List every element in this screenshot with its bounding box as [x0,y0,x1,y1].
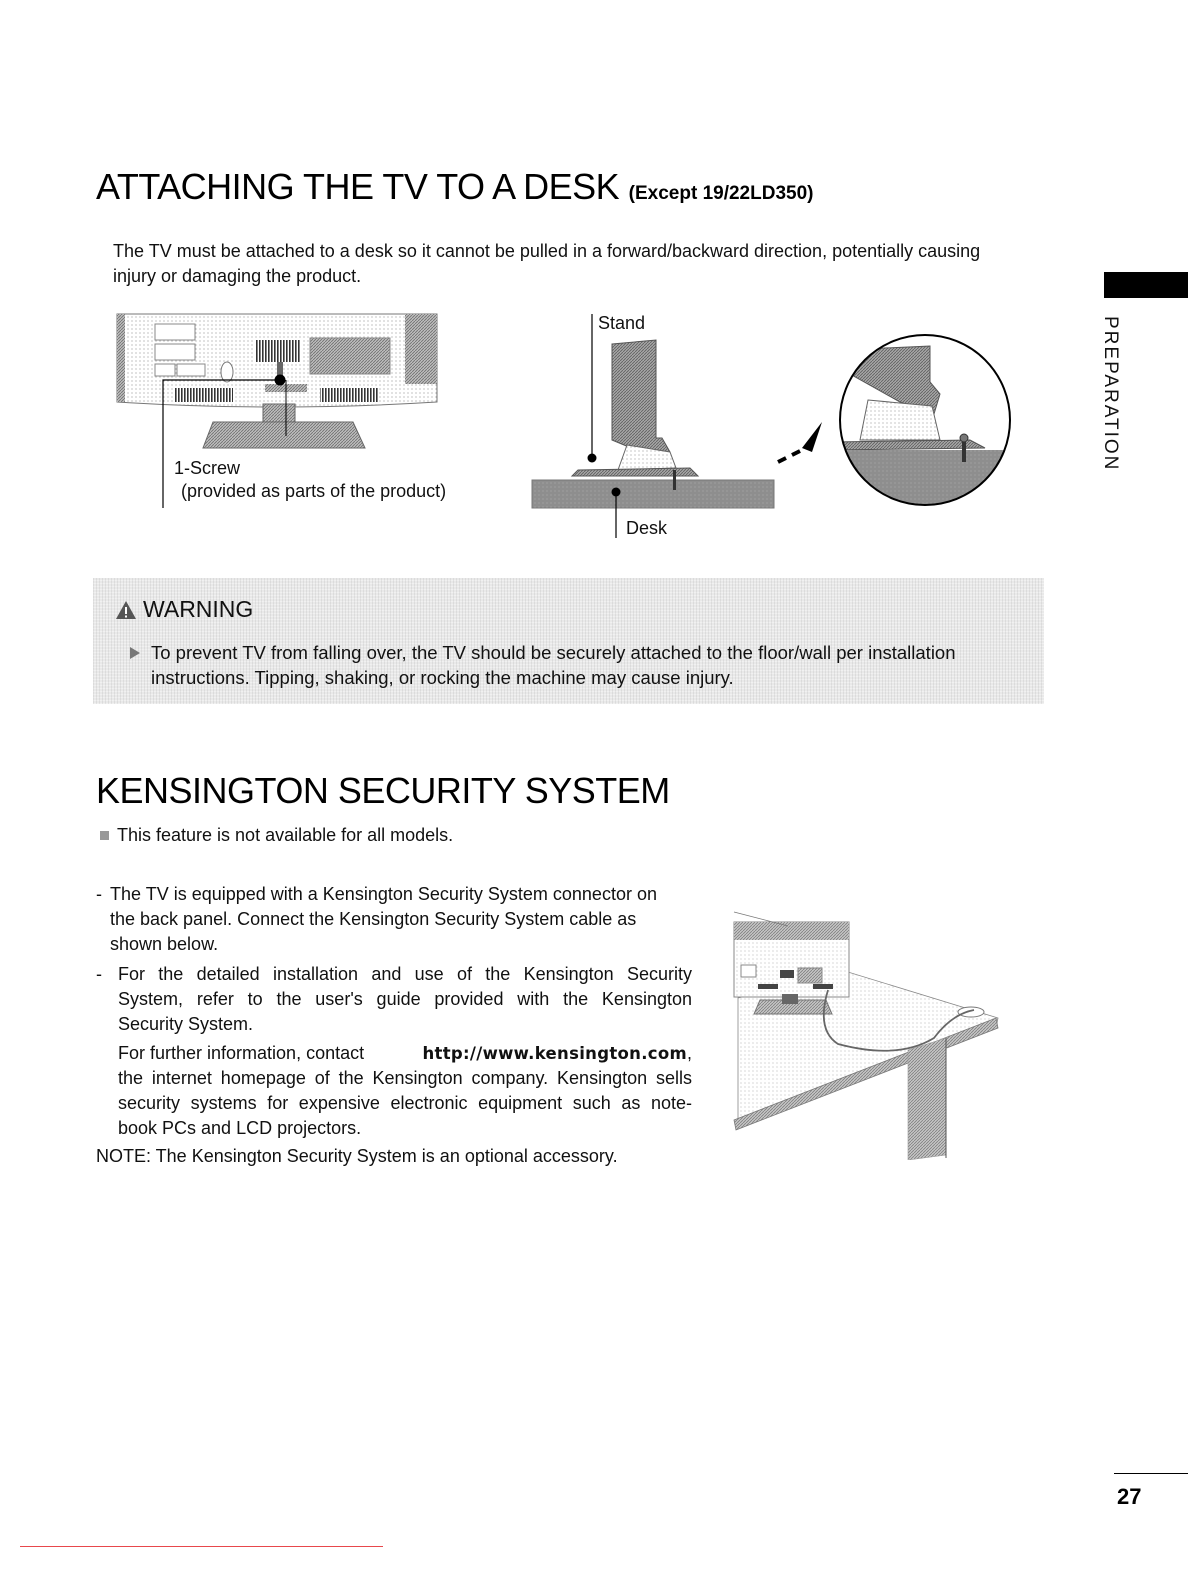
section-title-kensington: KENSINGTON SECURITY SYSTEM [96,770,670,811]
callout-detail: (provided as parts of the product) [181,481,447,501]
contact-prefix: For further information, contact [118,1043,365,1063]
intro-line: The TV must be attached to a desk so it cannot be pulled in a forward/backward direction, potentially causing [113,241,981,261]
page-number: 27 [1117,1484,1142,1509]
availability-note-text: This feature is not available for all models. [117,825,454,845]
kensington-url-link[interactable]: http://www.kensington.com [422,1044,687,1063]
footer-red-rule [20,1546,383,1547]
contact-line: book PCs and LCD projectors. [118,1118,362,1138]
contact-line: the internet homepage of the Kensington company. Kensington sells [118,1068,692,1088]
warning-header [115,596,253,623]
dash-bullet: - [96,884,102,904]
item-line: Security System. [118,1014,254,1034]
warning-text [129,640,1029,690]
warning-triangle-icon [115,600,137,620]
desk-label: Desk [626,518,668,538]
warning-line: instructions. Tipping, shaking, or rocking the machine may cause injury. [151,667,734,688]
comma: , [686,1043,692,1063]
item-line: shown below. [110,934,219,954]
warning-title: WARNING [143,596,254,622]
intro-paragraph [113,239,1053,289]
stand-desk-side-illustration [530,310,1020,550]
section-title-attaching [96,166,813,208]
contact-line [118,1041,692,1066]
optional-accessory-note: NOTE: The Kensington Security System is an optional accessory. [96,1146,618,1166]
page-number-rule [1114,1473,1188,1474]
title-note: (Except 19/22LD350) [628,183,814,204]
callout-label: 1-Screw [174,458,241,478]
triangle-right-icon [129,646,141,660]
warning-line: To prevent TV from falling over, the TV should be securely attached to the floor/wall per installation [151,642,956,663]
warning-box [93,578,1044,704]
kensington-lock-illustration [728,910,1018,1160]
item-line: System, refer to the user's guide provided with the Kensington [118,989,692,1009]
item-line: For the detailed installation and use of the Kensington Security [118,964,692,984]
dash-bullet: - [96,964,102,984]
list-item [96,882,692,957]
stand-label: Stand [598,313,646,333]
item-line: The TV is equipped with a Kensington Security System connector on [110,884,657,904]
section-tab-marker [1104,272,1188,298]
contact-line: security systems for expensive electronic equipment such as note- [118,1093,692,1113]
square-bullet-icon [100,831,109,840]
section-tab-label: PREPARATION [1100,316,1121,472]
item-line: the back panel. Connect the Kensington Security System cable as [110,909,637,929]
title-main: ATTACHING THE TV TO A DESK [96,166,620,207]
screw-callout [174,457,446,503]
kensington-body [96,882,692,1169]
availability-note [100,823,453,848]
list-item [96,962,692,1141]
intro-line: injury or damaging the product. [113,266,362,286]
